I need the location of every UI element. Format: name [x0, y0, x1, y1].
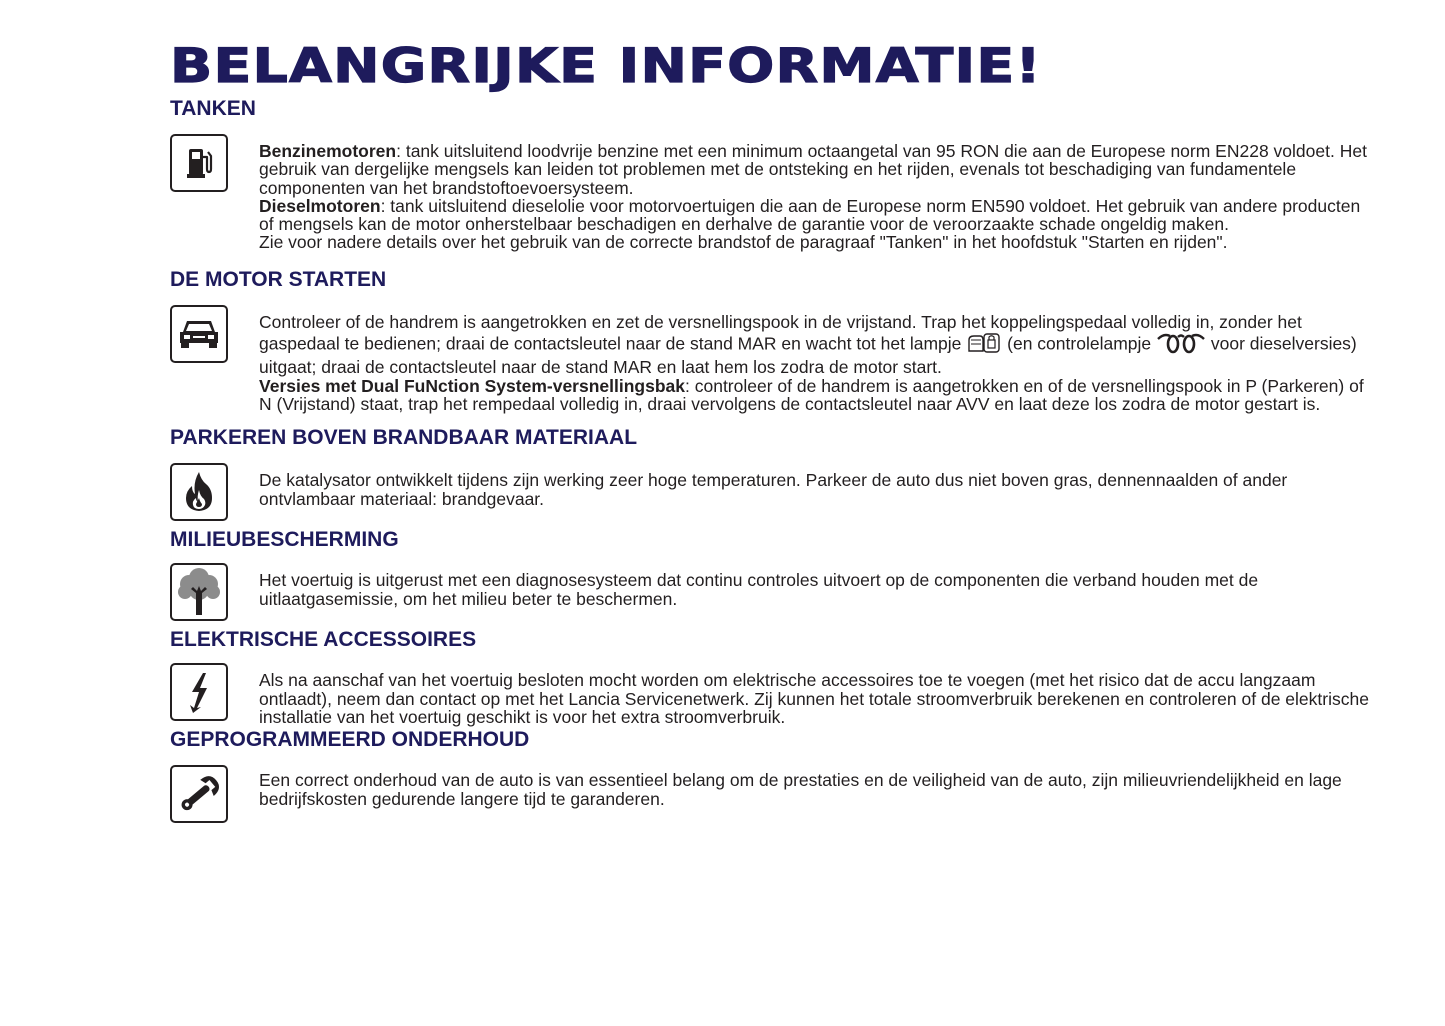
- section-heading-parkeren: PARKEREN BOVEN BRANDBAAR MATERIAAL: [170, 426, 638, 450]
- section-text-elektrisch: [259, 663, 1370, 726]
- section-row-parkeren: [170, 463, 1370, 527]
- motor-text-part1: Controleer of de handrem is aangetrokken en zet de versnellingspook in de vrijstand. Trap het koppelingspedaal volledig in, zonder het gaspedaal te bedienen; draai de contactsleutel naar de stand MAR en wacht tot het lampje: [259, 311, 1302, 354]
- section-row-tanken: [170, 134, 1370, 252]
- car-icon: [170, 305, 228, 363]
- tree-icon: [170, 563, 228, 621]
- benzine-label: Benzinemotoren: [259, 141, 397, 161]
- onderhoud-paragraph: Een correct onderhoud van de auto is van essentieel belang om de prestaties en de veiligheid van de auto, zijn milieuvriendelijkheid en lage bedrijfskosten gedurende langere tijd te garanderen.: [259, 770, 1342, 809]
- fuel-pump-icon: [170, 134, 228, 192]
- section-row-motor: [170, 305, 1370, 413]
- section-row-elektrisch: [170, 663, 1370, 727]
- details-paragraph: Zie voor nadere details over het gebruik van de correcte brandstof de paragraaf "Tanken" in het hoofdstuk "Starten en rijden".: [259, 232, 1228, 253]
- section-parkeren: [170, 425, 1370, 527]
- flame-icon: [170, 463, 228, 521]
- glow-plug-lamp-icon: [1156, 331, 1206, 358]
- motor-paragraph: [259, 313, 1370, 377]
- parkeren-paragraph: De katalysator ontwikkelt tijdens zijn werking zeer hoge temperaturen. Parkeer de auto dus niet boven gras, dennennaalden of ander ontvlambaar materiaal: brandgevaar.: [259, 470, 1288, 509]
- section-onderhoud: [170, 727, 1370, 829]
- lightning-bolt-icon: [170, 663, 228, 721]
- benzine-text: : tank uitsluitend loodvrije benzine met een minimum octaangetal van 95 RON die aan de Europese norm EN228 voldoet. Het gebruik van dergelijke mengsels kan leiden tot problemen met de ontsteking en het rijden, evenals tot beschadiging van fundamentele componenten van het brandstoftoevoersysteem.: [259, 141, 1367, 198]
- section-heading-onderhoud: GEPROGRAMMEERD ONDERHOUD: [170, 728, 530, 752]
- page-title: BELANGRIJKE INFORMATIE!: [170, 39, 1042, 94]
- wrench-icon: [170, 765, 228, 823]
- section-row-milieu: [170, 563, 1370, 627]
- section-motor-starten: [170, 267, 1370, 413]
- dfn-paragraph: [259, 377, 1370, 414]
- diesel-label: Dieselmotoren: [259, 195, 381, 216]
- section-heading-tanken: TANKEN: [170, 97, 256, 120]
- section-elektrisch: [170, 627, 1370, 727]
- dfn-text: : controleer of de handrem is aangetrokken en of de versnellingspook in P (Parkeren) of N (Vrijstand) staat, trap het rempedaal volledig in, draai vervolgens de contactsleutel naar AVV en laat deze los zodra de motor gestart is.: [259, 375, 1364, 414]
- diesel-text: : tank uitsluitend dieselolie voor motorvoertuigen die aan de Europese norm EN590 voldoet. Het gebruik van andere producten of mengsels kan de motor onherstelbaar beschadigen en derhalve de garantie voor de veroorzaakte schade ongeldig maken.: [259, 195, 1361, 235]
- section-text-parkeren: [259, 463, 1370, 508]
- section-text-onderhoud: [259, 765, 1370, 808]
- section-heading-milieu: MILIEUBESCHERMING: [170, 528, 399, 552]
- diesel-paragraph: [259, 197, 1370, 234]
- section-text-milieu: [259, 563, 1370, 608]
- section-heading-motor: DE MOTOR STARTEN: [170, 267, 387, 291]
- section-text-tanken: [259, 134, 1370, 252]
- section-tanken: [170, 96, 1370, 252]
- elektrisch-paragraph: Als na aanschaf van het voertuig besloten mocht worden om elektrische accessoires toe te voegen (met het risico dat de accu langzaam ontlaadt), neem dan contact op met het Lancia Servicenetwerk. Zij kunnen het totale stroomverbruik berekenen en controleren of de elektrische installatie van het voertuig geschikt is voor het extra stroomverbruik.: [259, 670, 1369, 727]
- motor-text-part3: voor dieselversies) uitgaat; draai de contactsleutel naar de stand MAR en laat hem los zodra de motor start.: [259, 333, 1357, 378]
- benzine-paragraph: [259, 142, 1370, 197]
- section-milieu: [170, 527, 1370, 627]
- section-row-onderhoud: [170, 765, 1370, 829]
- milieu-paragraph: Het voertuig is uitgerust met een diagnosesysteem dat continu controles uitvoert op de componenten die verband houden met de uitlaatgasemissie, om het milieu beter te beschermen.: [259, 570, 1259, 609]
- dfn-label: Versies met Dual FuNction System-versnellingsbak: [259, 375, 685, 396]
- immobilizer-lamp-icon: [966, 331, 1002, 358]
- section-heading-elektrisch: ELEKTRISCHE ACCESSOIRES: [170, 628, 477, 652]
- page: [170, 40, 1370, 829]
- motor-text-part2: (en controlelampje: [1007, 333, 1152, 354]
- section-text-motor: [259, 305, 1370, 413]
